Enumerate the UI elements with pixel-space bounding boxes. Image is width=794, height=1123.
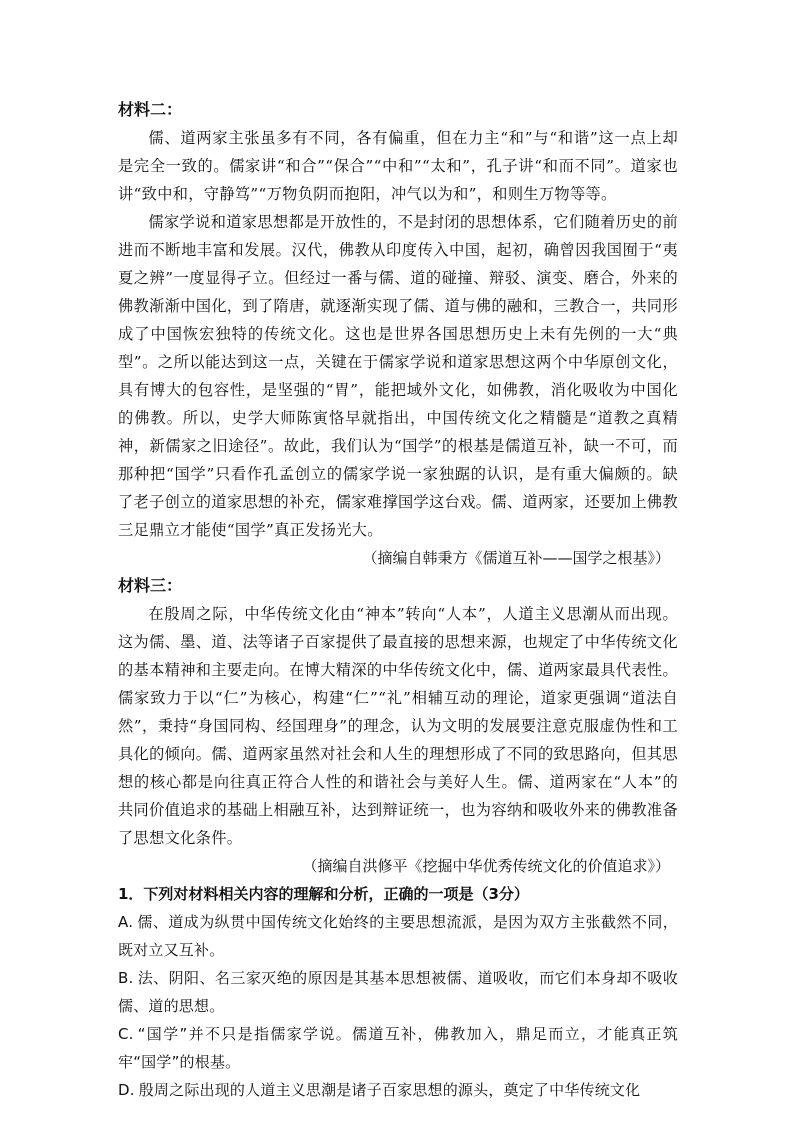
- material-3-source: （摘编自洪修平《挖掘中华优秀传统文化的价值追求》）: [302, 857, 670, 875]
- option-text: 法、阴阳、名三家灭绝的原因是其基本思想被儒、道吸收，而它们本身却不吸收儒、道的思想。: [118, 969, 678, 1015]
- question-1-option-b: [118, 964, 678, 1020]
- material-2-paragraph-1: 儒、道两家主张虽多有不同，各有偏重，但在力主“和”与“和谐”这一点上却是完全一致的。儒家讲“和合”“保合”“中和”“太和”，孔子讲“和而不同”。道家也讲“致中和，守静笃”“万物负阴而抱阳，冲气以为和”，和则生万物等等。: [118, 129, 678, 203]
- question-1-option-c: [118, 1020, 678, 1076]
- option-text: “国学”并不只是指儒家学说。儒道互补，佛教加入，鼎足而立，才能真正筑牢“国学”的根基。: [118, 1025, 678, 1071]
- option-letter: C.: [118, 1025, 134, 1043]
- option-letter: D.: [118, 1081, 135, 1099]
- option-letter: B.: [118, 969, 134, 987]
- document-page: [118, 96, 678, 1104]
- option-text: 儒、道成为纵贯中国传统文化始终的主要思想流派，是因为双方主张截然不同，既对立又互补。: [118, 913, 678, 959]
- option-letter: A.: [118, 913, 134, 931]
- option-text: 殷周之际出现的人道主义思潮是诸子百家思想的源头，奠定了中华传统文化: [138, 1081, 641, 1099]
- material-3-heading: 材料三：: [118, 576, 183, 595]
- material-2-paragraph-2: 儒家学说和道家思想都是开放性的，不是封闭的思想体系，它们随着历史的前进而不断地丰富和发展。汉代，佛教从印度传入中国，起初，确曾因我国囿于“夷夏之辨”一度显得孑立。但经过一番与儒、道的碰撞、辩驳、演变、磨合，外来的佛教渐渐中国化，到了隋唐，就逐渐实现了儒、道与佛的融和，三教合一，共同形成了中国恢宏独特的传统文化。这也是世界各国思想历史上未有先例的一大“典型”。之所以能达到这一点，关键在于儒家学说和道家思想这两个中华原创文化，具有博大的包容性，是坚强的“胃”，能把域外文化，如佛教，消化吸收为中国化的佛教。所以，史学大师陈寅恪早就指出，中国传统文化之精髓是“道教之真精神，新儒家之旧途径”。故此，我们认为“国学”的根基是儒道互补，缺一不可，而那种把“国学”只看作孔孟创立的儒家学说一家独踞的认识，是有重大偏颇的。缺了老子创立的道家思想的补充，儒家难撑国学这台戏。儒、道两家，还要加上佛教三足鼎立才能使“国学”真正发扬光大。: [118, 213, 678, 539]
- question-1-stem: 1．下列对材料相关内容的理解和分析，正确的一项是（3分）: [118, 885, 529, 903]
- question-1-option-d: [118, 1076, 678, 1104]
- material-2-heading: 材料二：: [118, 100, 183, 119]
- material-2-source: （摘编自韩秉方《儒道互补——国学之根基》）: [362, 549, 670, 567]
- material-3-paragraph: 在殷周之际，中华传统文化由“神本”转向“人本”，人道主义思潮从而出现。这为儒、墨、道、法等诸子百家提供了最直接的思想来源，也规定了中华传统文化的基本精神和主要走向。在博大精深的中华传统文化中，儒、道两家最具代表性。儒家致力于以“仁”为核心，构建“仁”“礼”相辅互动的理论，道家更强调“道法自然”，秉持“身国同构、经国理身”的理念，认为文明的发展要注意克服虚伪性和工具化的倾向。儒、道两家虽然对社会和人生的理想形成了不同的致思路向，但其思想的核心都是向往真正符合人性的和谐社会与美好人生。儒、道两家在“人本”的共同价值追求的基础上相融互补，达到辩证统一，也为容纳和吸收外来的佛教准备了思想文化条件。: [118, 605, 678, 847]
- question-1-option-a: [118, 908, 678, 964]
